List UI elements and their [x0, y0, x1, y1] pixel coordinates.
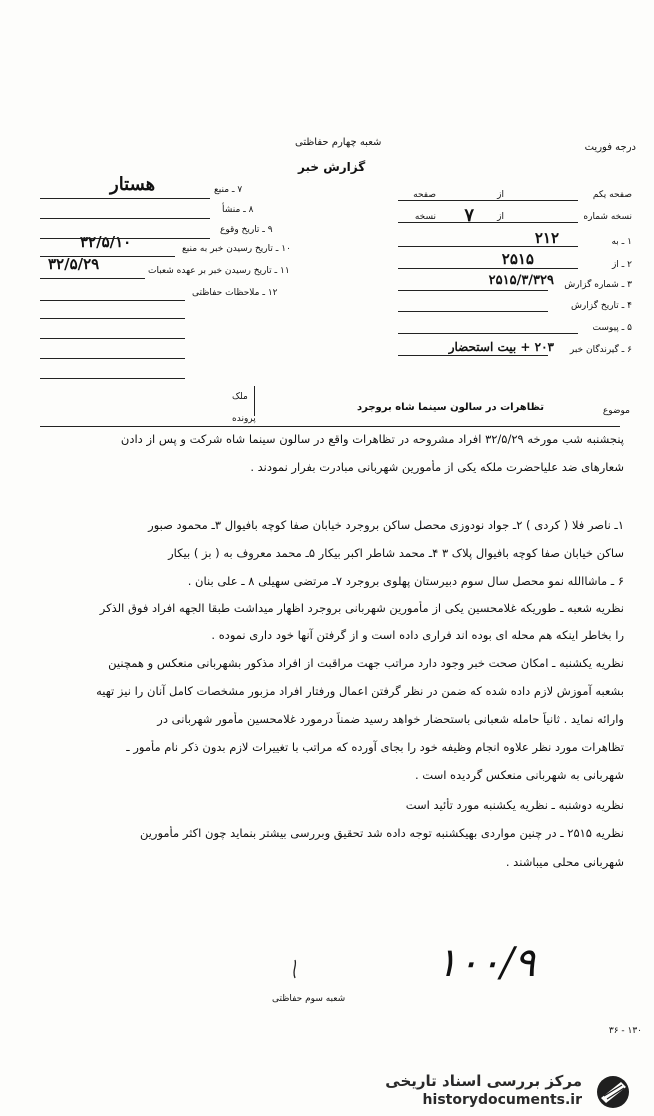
branch-date-label: ۱۱ ـ تاریخ رسیدن خبر بر عهده شعبات — [148, 266, 290, 276]
line-attachment — [398, 333, 578, 334]
item-from-label: ۲ ـ از — [611, 260, 632, 270]
body-line: شهربانی به شهربانی منعکس گردیده است . — [414, 768, 624, 782]
recipients-value: ۲۰۳ + بیت استحضار — [448, 340, 554, 354]
watermark-title: مرکز بررسی اسناد تاریخی — [385, 1072, 582, 1090]
line-page — [398, 200, 578, 201]
attachment-label: ۵ ـ پیوست — [592, 323, 632, 333]
line-origin — [40, 218, 210, 219]
footer-department: شعبه سوم حفاظتی — [272, 994, 346, 1004]
line-receipt-date — [40, 256, 175, 257]
page-number: ۳۶ - ۱۳۰ — [608, 1026, 642, 1036]
body-line: تظاهرات مورد نظر علاوه انجام وظیفه خود را بجای آورده که مراتب با تغییرات لازم بدون ذکر نام مأمور ـ — [126, 740, 624, 754]
report-date-label: ۴ ـ تاریخ گزارش — [570, 301, 632, 311]
branch-date-value: ۳۲/۵/۲۹ — [48, 255, 100, 273]
line-notes-1 — [40, 300, 185, 301]
watermark-url: historydocuments.ir — [422, 1092, 582, 1108]
body-line: شعارهای ضد علیاحضرت ملکه یکی از مأمورین شهربانی مبادرت بفرار نمودند . — [250, 460, 624, 474]
department-label: شعبه چهارم حفاظتی — [295, 137, 382, 148]
page-line-from-label: صفحه — [413, 190, 436, 200]
line-notes-3 — [40, 338, 185, 339]
copy-line-from: از — [497, 212, 504, 222]
side-box-divider — [254, 386, 255, 416]
watermark — [362, 1072, 644, 1112]
line-report-date — [398, 311, 548, 312]
line-event-date — [40, 238, 210, 239]
body-line: وارائه نماید . ثانیاً حامله شعبانی باستحضار خواهد رسید ضمناً درمورد غلامحسین مأمور شهربانی در — [157, 712, 624, 726]
body-line: بشعبه آموزش لازم داده شده که ضمن در نظر گرفتن اعمال ورفتار افراد مزبور مشخصات کامل آنان را نیز تهیه — [96, 684, 624, 698]
body-line: نظریه دوشنبه ـ نظریه یکشنبه مورد تأئید است — [405, 798, 624, 812]
subject-label: موضوع — [602, 406, 630, 416]
line-copy — [398, 222, 578, 223]
recipients-label: ۶ ـ گیرندگان خبر — [569, 345, 632, 355]
report-number-value: ۲۵۱۵/۳/۳۲۹ — [488, 273, 554, 288]
copy-line-total-label: نسخه — [414, 212, 436, 222]
classification-label: درجه فوریت — [584, 142, 636, 153]
item-from-value: ۲۵۱۵ — [501, 250, 534, 268]
event-date-label: ۹ ـ تاریخ وقوع — [220, 225, 273, 235]
side-box-line1: ملک — [232, 392, 248, 402]
line-from — [398, 268, 578, 269]
archive-logo-icon — [592, 1074, 634, 1110]
line-to — [398, 246, 578, 247]
body-line: ۱ـ ناصر فلا ( کردی ) ۲ـ جواد نودوزی محصل ساکن بروجرد خیابان صفا کوچه بافیوال ۳ـ محمود صبور — [148, 518, 624, 532]
report-number-label: ۳ ـ شماره گزارش — [564, 280, 632, 290]
signature-mark — [288, 958, 302, 980]
line-notes-5 — [40, 378, 185, 379]
item-to-value: ۲۱۲ — [534, 229, 559, 247]
side-box-line2: پرونده — [232, 414, 256, 424]
line-notes-2 — [40, 318, 185, 319]
line-recipients — [398, 355, 548, 356]
body-line: ساکن خیابان صفا کوچه بافیوال پلاک ۳ ۴ـ محمد شاطر اکبر بیکار ۵ـ محمد معروف به ( بز ) بیکار — [168, 546, 624, 560]
origin-label: ۸ ـ منشأ — [222, 205, 254, 215]
item-to-label: ۱ ـ به — [611, 237, 632, 247]
line-report-number — [398, 290, 548, 291]
body-line: شهربانی محلی میباشند . — [505, 855, 624, 869]
body-line: نظریه یکشنبه ـ امکان صحت خبر وجود دارد مراتب جهت مراقبت از افراد مذکور بشهربانی منعکس و همچنین — [108, 656, 624, 670]
body-line: نظریه شعبه ـ طوریکه غلامحسین یکی از مأمورین شهربانی بروجرد اظهار میداشت طبقا الجهه افراد فوق الذکر — [99, 601, 624, 615]
line-source — [40, 198, 210, 199]
receipt-date-value: ۳۲/۵/۱۰ — [80, 233, 132, 251]
receipt-date-label: ۱۰ ـ تاریخ رسیدن خبر به منبع — [182, 244, 291, 254]
report-title: گزارش خبر — [298, 160, 366, 174]
source-label: ۷ ـ منبع — [214, 185, 243, 195]
line-branch-date — [40, 278, 145, 279]
subject-rule — [40, 426, 620, 427]
body-line: ۶ ـ ماشاالله نمو محصل سال سوم دبیرستان پهلوی بروجرد ۷ـ مرتضی سهیلی ۸ ـ علی بنان . — [187, 574, 624, 588]
source-value: هستار — [110, 174, 156, 195]
line-notes-4 — [40, 358, 185, 359]
security-notes-label: ۱۲ ـ ملاحظات حفاظتی — [192, 288, 278, 298]
copy-total: ۷ — [464, 205, 474, 226]
page-line-label: صفحه یکم — [592, 190, 632, 200]
body-line: نظریه ۲۵۱۵ ـ در چنین مواردی بهیکشنبه توجه داده شد تحقیق وبررسی بیشتر بنماید چون اکثر مأمورین — [139, 826, 624, 840]
handwritten-note: ۱۰۰/۹ — [436, 940, 536, 986]
copy-line-label: نسخه شماره — [583, 212, 632, 222]
page-line-from: از — [497, 190, 504, 200]
body-line: پنجشنبه شب مورخه ۳۲/۵/۲۹ افراد مشروحه در تظاهرات واقع در سالون سینما شاه شرکت و پس از دادن — [120, 432, 624, 446]
body-line: را بخاطر اینکه هم محله ای بوده اند فراری داده است و از گرفتن آنها خود داری نموده . — [211, 628, 624, 642]
subject-value: تظاهرات در سالون سینما شاه بروجرد — [356, 402, 544, 413]
